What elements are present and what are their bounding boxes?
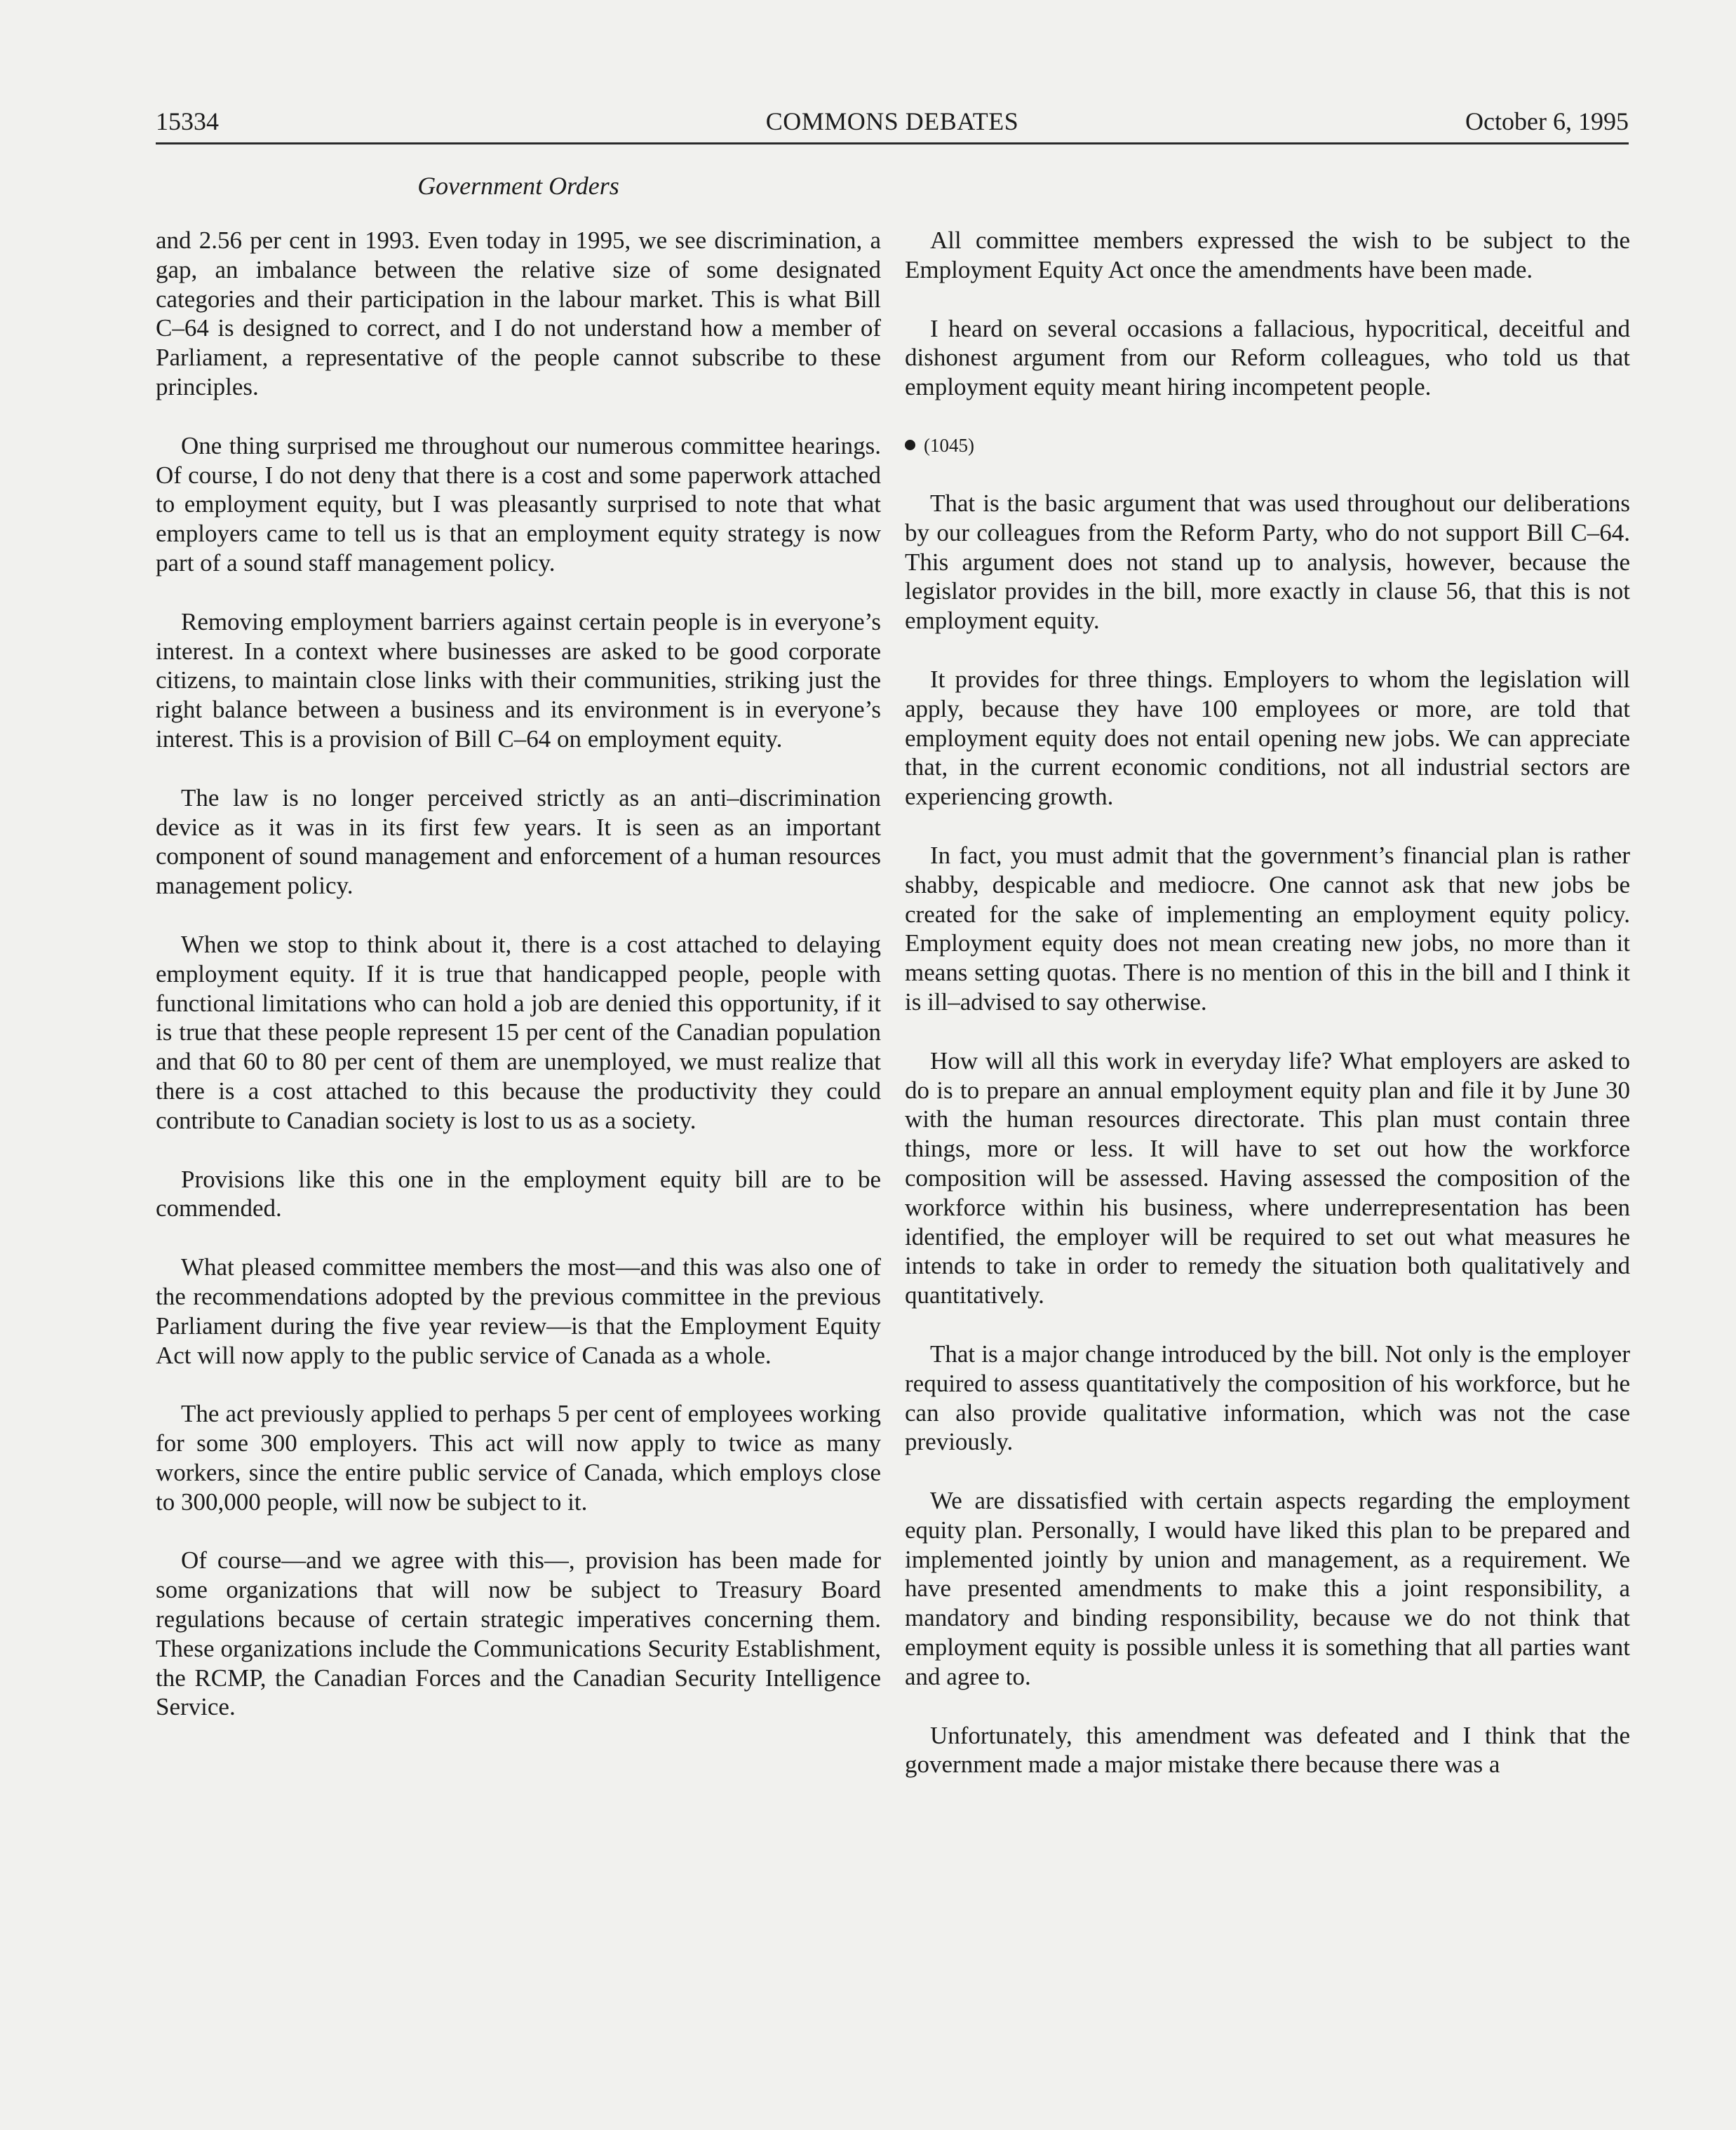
paragraph: I heard on several occasions a fallacious, hypocritical, deceitful and dishonest argument from our Reform colleagues, who told us that employment equity meant hiring incompetent people. (905, 314, 1630, 401)
publication-date: October 6, 1995 (1465, 107, 1629, 135)
bullet-icon (905, 440, 915, 450)
paragraph: Unfortunately, this amendment was defeated and I think that the government made a major mistake there because there was a (905, 1721, 1630, 1779)
paragraph: That is the basic argument that was used throughout our deliberations by our colleagues from the Reform Party, who do not support Bill C–64. This argument does not stand up to analysis, however, because the legislator provides in the bill, more exactly in clause 56, that this is not employment equity. (905, 489, 1630, 635)
paragraph: The act previously applied to perhaps 5 per cent of employees working for some 300 employers. This act will now apply to twice as many workers, since the entire public service of Canada, which employs close to 300,000 people, will now be subject to it. (156, 1400, 881, 1516)
paragraph: Removing employment barriers against certain people is in everyone’s interest. In a context where businesses are asked to be good corporate citizens, to maintain close links with their communities, striking just the right balance between a business and its environment is in everyone’s interest. This is a provision of Bill C–64 on employment equity. (156, 607, 881, 753)
time-marker (905, 431, 1630, 459)
left-column (156, 226, 881, 1751)
paragraph: In fact, you must admit that the government’s financial plan is rather shabby, despicable and mediocre. One cannot ask that new jobs be created for the sake of implementing an employment equity policy. Employment equity does not mean creating new jobs, no more than it means setting quotas. There is no mention of this in the bill and I think it is ill–advised to say otherwise. (905, 841, 1630, 1016)
paragraph: It provides for three things. Employers to whom the legislation will apply, because they have 100 employees or more, are told that employment equity does not entail opening new jobs. We can appreciate that, in the current economic conditions, not all industrial sectors are experiencing growth. (905, 665, 1630, 811)
time-marker-label: (1045) (924, 434, 974, 456)
section-title: Government Orders (417, 172, 619, 200)
publication-title: COMMONS DEBATES (765, 107, 1019, 135)
paragraph: How will all this work in everyday life? What employers are asked to do is to prepare an annual employment equity plan and file it by June 30 with the human resources directorate. This plan must contain three things, more or less. It will have to set out how the workforce composition will be assessed. Having assessed the composition of the workforce within his business, where underrepresentation has been identified, the employer will be required to set out what measures he intends to take in order to remedy the situation both qualitatively and quantitatively. (905, 1046, 1630, 1309)
page-header (156, 102, 1629, 141)
paragraph: When we stop to think about it, there is a cost attached to delaying employment equity. If it is true that handicapped people, people with functional limitations who can hold a job are denied this opportunity, if it is true that these people represent 15 per cent of the Canadian population and that 60 to 80 per cent of them are unemployed, we must realize that there is a cost attached to this because the productivity they could contribute to Canadian society is lost to us as a society. (156, 930, 881, 1134)
paragraph: The law is no longer perceived strictly as an anti–discrimination device as it was in its first few years. It is seen as an important component of sound management and enforcement of a human resources management policy. (156, 783, 881, 900)
paragraph: What pleased committee members the most—and this was also one of the recommendations adopted by the previous committee in the previous Parliament during the five year review—is that the Employment Equity Act will now apply to the public service of Canada as a whole. (156, 1253, 881, 1369)
page-number: 15334 (156, 107, 219, 135)
paragraph: and 2.56 per cent in 1993. Even today in 1995, we see discrimination, a gap, an imbalance between the relative size of some designated categories and their participation in the labour market. This is what Bill C–64 is designed to correct, and I do not understand how a member of Parliament, a representative of the people cannot subscribe to these principles. (156, 227, 881, 400)
paragraph: All committee members expressed the wish to be subject to the Employment Equity Act once the amendments have been made. (905, 227, 1630, 283)
paragraph: Of course—and we agree with this—, provision has been made for some organizations that will now be subject to Treasury Board regulations because of certain strategic imperatives concerning them. These organizations include the Communications Security Establishment, the RCMP, the Canadian Forces and the Canadian Security Intelligence Service. (156, 1546, 881, 1721)
right-column (905, 226, 1630, 1809)
paragraph: Provisions like this one in the employment equity bill are to be commended. (156, 1165, 881, 1222)
paragraph: One thing surprised me throughout our numerous committee hearings. Of course, I do not deny that there is a cost and some paperwork attached to employment equity, but I was pleasantly surprised to note that what employers came to tell us is that an employment equity strategy is now part of a sound staff management policy. (156, 431, 881, 577)
header-rule (156, 142, 1629, 144)
paragraph: We are dissatisfied with certain aspects regarding the employment equity plan. Personally, I would have liked this plan to be prepared and implemented jointly by union and management, as a requirement. We have presented amendments to make this a joint responsibility, a mandatory and binding responsibility, because we do not think that employment equity is possible unless it is something that all parties want and agree to. (905, 1487, 1630, 1690)
paragraph: That is a major change introduced by the bill. Not only is the employer required to assess quantitatively the composition of his workforce, but he can also provide qualitative information, which was not the case previously. (905, 1340, 1630, 1456)
